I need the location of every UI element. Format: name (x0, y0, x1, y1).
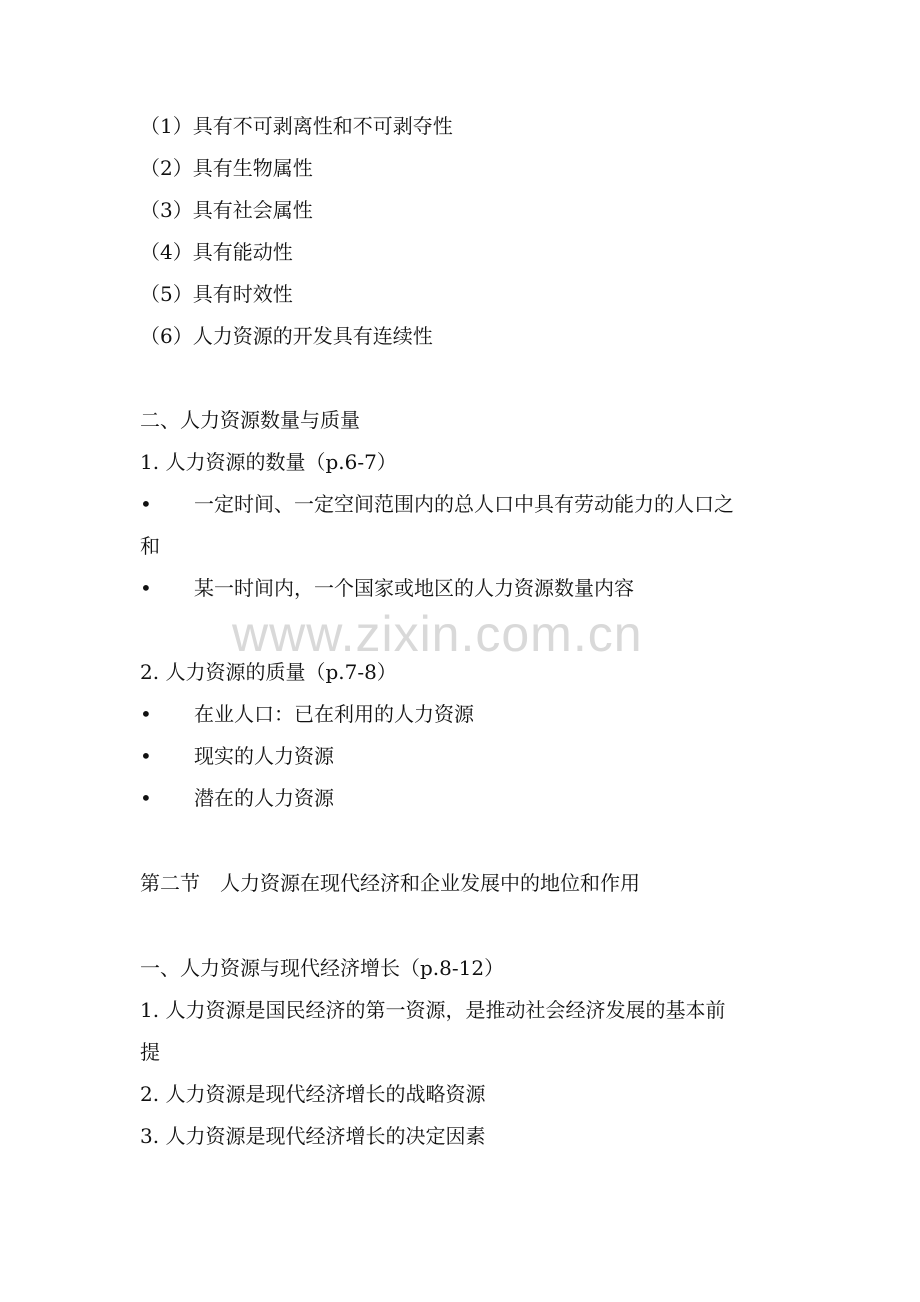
bullet-marker: • (140, 786, 152, 810)
watermark: www.zixin.com.cn (232, 606, 643, 662)
property-item: （5）具有时效性 (140, 282, 293, 306)
bullet-marker: • (140, 702, 152, 726)
bullet-text: 现实的人力资源 (194, 744, 334, 768)
section-heading-economy: 一、人力资源与现代经济增长（p.8-12） (140, 956, 505, 980)
numbered-item: 3. 人力资源是现代经济增长的决定因素 (140, 1124, 486, 1148)
bullet-marker: • (140, 744, 152, 768)
property-item: （1）具有不可剥离性和不可剥夺性 (140, 114, 453, 138)
bullet-text: 一定时间、一定空间范围内的总人口中具有劳动能力的人口之 (194, 492, 734, 516)
property-item: （2）具有生物属性 (140, 156, 313, 180)
bullet-item (140, 743, 334, 769)
bullet-item (140, 701, 474, 727)
bullet-text: 在业人口：已在利用的人力资源 (194, 702, 474, 726)
bullet-text: 潜在的人力资源 (194, 786, 334, 810)
bullet-item (140, 491, 734, 517)
subheading-quality: 2. 人力资源的质量（p.7-8） (140, 660, 397, 684)
bullet-text: 某一时间内，一个国家或地区的人力资源数量内容 (194, 576, 634, 600)
property-item: （6）人力资源的开发具有连续性 (140, 324, 433, 348)
bullet-marker: • (140, 576, 152, 600)
bullet-marker: • (140, 492, 152, 516)
bullet-continuation: 和 (140, 534, 160, 558)
property-item: （4）具有能动性 (140, 240, 293, 264)
numbered-item-continuation: 提 (140, 1040, 160, 1064)
bullet-item (140, 785, 334, 811)
property-item: （3）具有社会属性 (140, 198, 313, 222)
section-title: 第二节 人力资源在现代经济和企业发展中的地位和作用 (140, 871, 640, 895)
section-heading-quantity-quality: 二、人力资源数量与质量 (140, 408, 360, 432)
numbered-item: 2. 人力资源是现代经济增长的战略资源 (140, 1082, 486, 1106)
bullet-item (140, 575, 634, 601)
subheading-quantity: 1. 人力资源的数量（p.6-7） (140, 450, 397, 474)
numbered-item: 1. 人力资源是国民经济的第一资源，是推动社会经济发展的基本前 (140, 998, 726, 1022)
